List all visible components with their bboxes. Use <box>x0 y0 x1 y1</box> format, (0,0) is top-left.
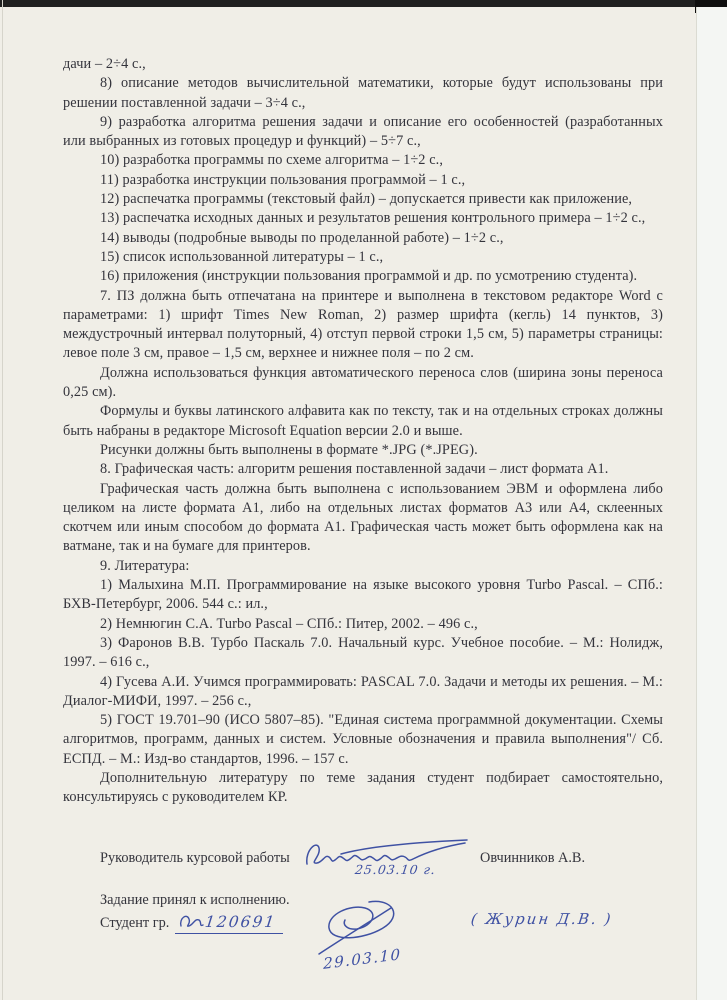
body-paragraph: Рисунки должны быть выполнены в формате *.JPG (*.JPEG). <box>100 441 478 458</box>
supervisor-label: Руководитель курсовой работы <box>100 849 290 866</box>
reference-item-2: 2) Немнюгин С.А. Turbo Pascal – СПб.: Питер, 2002. – 496 с., <box>100 615 478 632</box>
list-item-8: 8) описание методов вычислительной математики, которые будут использованы при решении поставленной задачи – 3÷4 с., <box>63 75 663 111</box>
student-group-scribble <box>177 912 205 930</box>
body-paragraph: Графическая часть должна быть выполнена с использованием ЭВМ и оформлена либо целиком на листе формата А1, либо на отдельных листах форматов А3 или А4, склеенных скотчем или иным способом до формата А1. Графическая часть может быть оформлена как на ватмане, так и на бумаге для принтеров. <box>63 480 663 555</box>
list-item-11: 11) разработка инструкции пользования программой – 1 с., <box>100 171 466 188</box>
body-paragraph: Должна использоваться функция автоматического переноса слов (ширина зоны переноса 0,25 см). <box>63 364 663 401</box>
reference-item-3: 3) Фаронов В.В. Турбо Паскаль 7.0. Начальный курс. Учебное пособие. – М.: Нолидж, 1997. – 616 с., <box>63 634 663 671</box>
student-group-number: 120691 <box>204 912 278 931</box>
body-paragraph: Формулы и буквы латинского алфавита как по тексту, так и на отдельных строках должны быть набраны в редакторе Microsoft Equation версии 2.0 и выше. <box>63 403 663 439</box>
body-paragraph: Дополнительную литературу по теме задания студент подбирает самостоятельно, консультируясь с руководителем КР. <box>63 769 663 806</box>
list-item-12: 12) распечатка программы (текстовый файл) – допускается привести как приложение, <box>100 191 633 208</box>
supervisor-name: Овчинников А.В. <box>480 849 586 866</box>
student-group-entry <box>175 912 282 934</box>
list-item-9: 9) разработка алгоритма решения задачи и описание его особенностей (разработанных или выбранных из готовых процедур и функций) – 5÷7 с., <box>63 113 663 150</box>
student-name: ( Журин Д.В. ) <box>469 909 614 928</box>
body-paragraph: дачи – 2÷4 с., <box>63 56 146 72</box>
signature-block <box>63 838 663 1000</box>
reference-item-5: 5) ГОСТ 19.701–90 (ИСО 5807–85). "Единая система программной документации. Схемы алгоритмов, программ, данных и систем. Условные обозначения и правила выполнения"/ Сб. ЕСПД. – М.: Изд-во стандартов, 1996. – 157 с. <box>63 712 663 767</box>
student-line <box>100 912 283 934</box>
list-item-13: 13) распечатка исходных данных и результатов решения контрольного примера – 1÷2 с., <box>100 210 646 227</box>
list-item-10: 10) разработка программы по схеме алгоритма – 1÷2 с., <box>100 152 444 169</box>
list-item-16: 16) приложения (инструкции пользования программой и др. по усмотрению студента). <box>100 268 638 285</box>
reference-item-4: 4) Гусева А.И. Учимся программировать: PASCAL 7.0. Задачи и методы их решения. – М.: Диалог-МИФИ, 1997. – 256 с., <box>63 673 663 709</box>
student-signature-date: 29.03.10 <box>323 944 402 973</box>
list-item-15: 15) список использованной литературы – 1 с., <box>100 248 384 265</box>
section-8-paragraph: 8. Графическая часть: алгоритм решения поставленной задачи – лист формата А1. <box>100 461 609 478</box>
section-9-heading: 9. Литература: <box>100 557 190 574</box>
reference-item-1: 1) Малыхина М.П. Программирование на языке высокого уровня Turbo Pascal. – СПб.: БХВ-Петербург, 2006. 544 с.: ил., <box>63 577 663 613</box>
list-item-14: 14) выводы (подробные выводы по проделанной работе) – 1÷2 с., <box>100 229 504 246</box>
student-label: Студент гр. <box>100 914 170 931</box>
section-7-paragraph: 7. ПЗ должна быть отпечатана на принтере и выполнена в текстовом редакторе Word с параметрами: 1) шрифт Times New Roman, 2) размер шрифта (кегль) 14 пунктов, 3) междустрочный интервал полуторный, 4) отступ первой строки 1,5 см, 5) параметры страницы: левое поле 3 см, правое – 1,5 см, верхнее и нижнее поля – по 2 см. <box>63 287 663 362</box>
supervisor-signature-date: 25.03.10 г. <box>354 861 437 877</box>
acceptance-line: Задание принял к исполнению. <box>100 891 290 908</box>
